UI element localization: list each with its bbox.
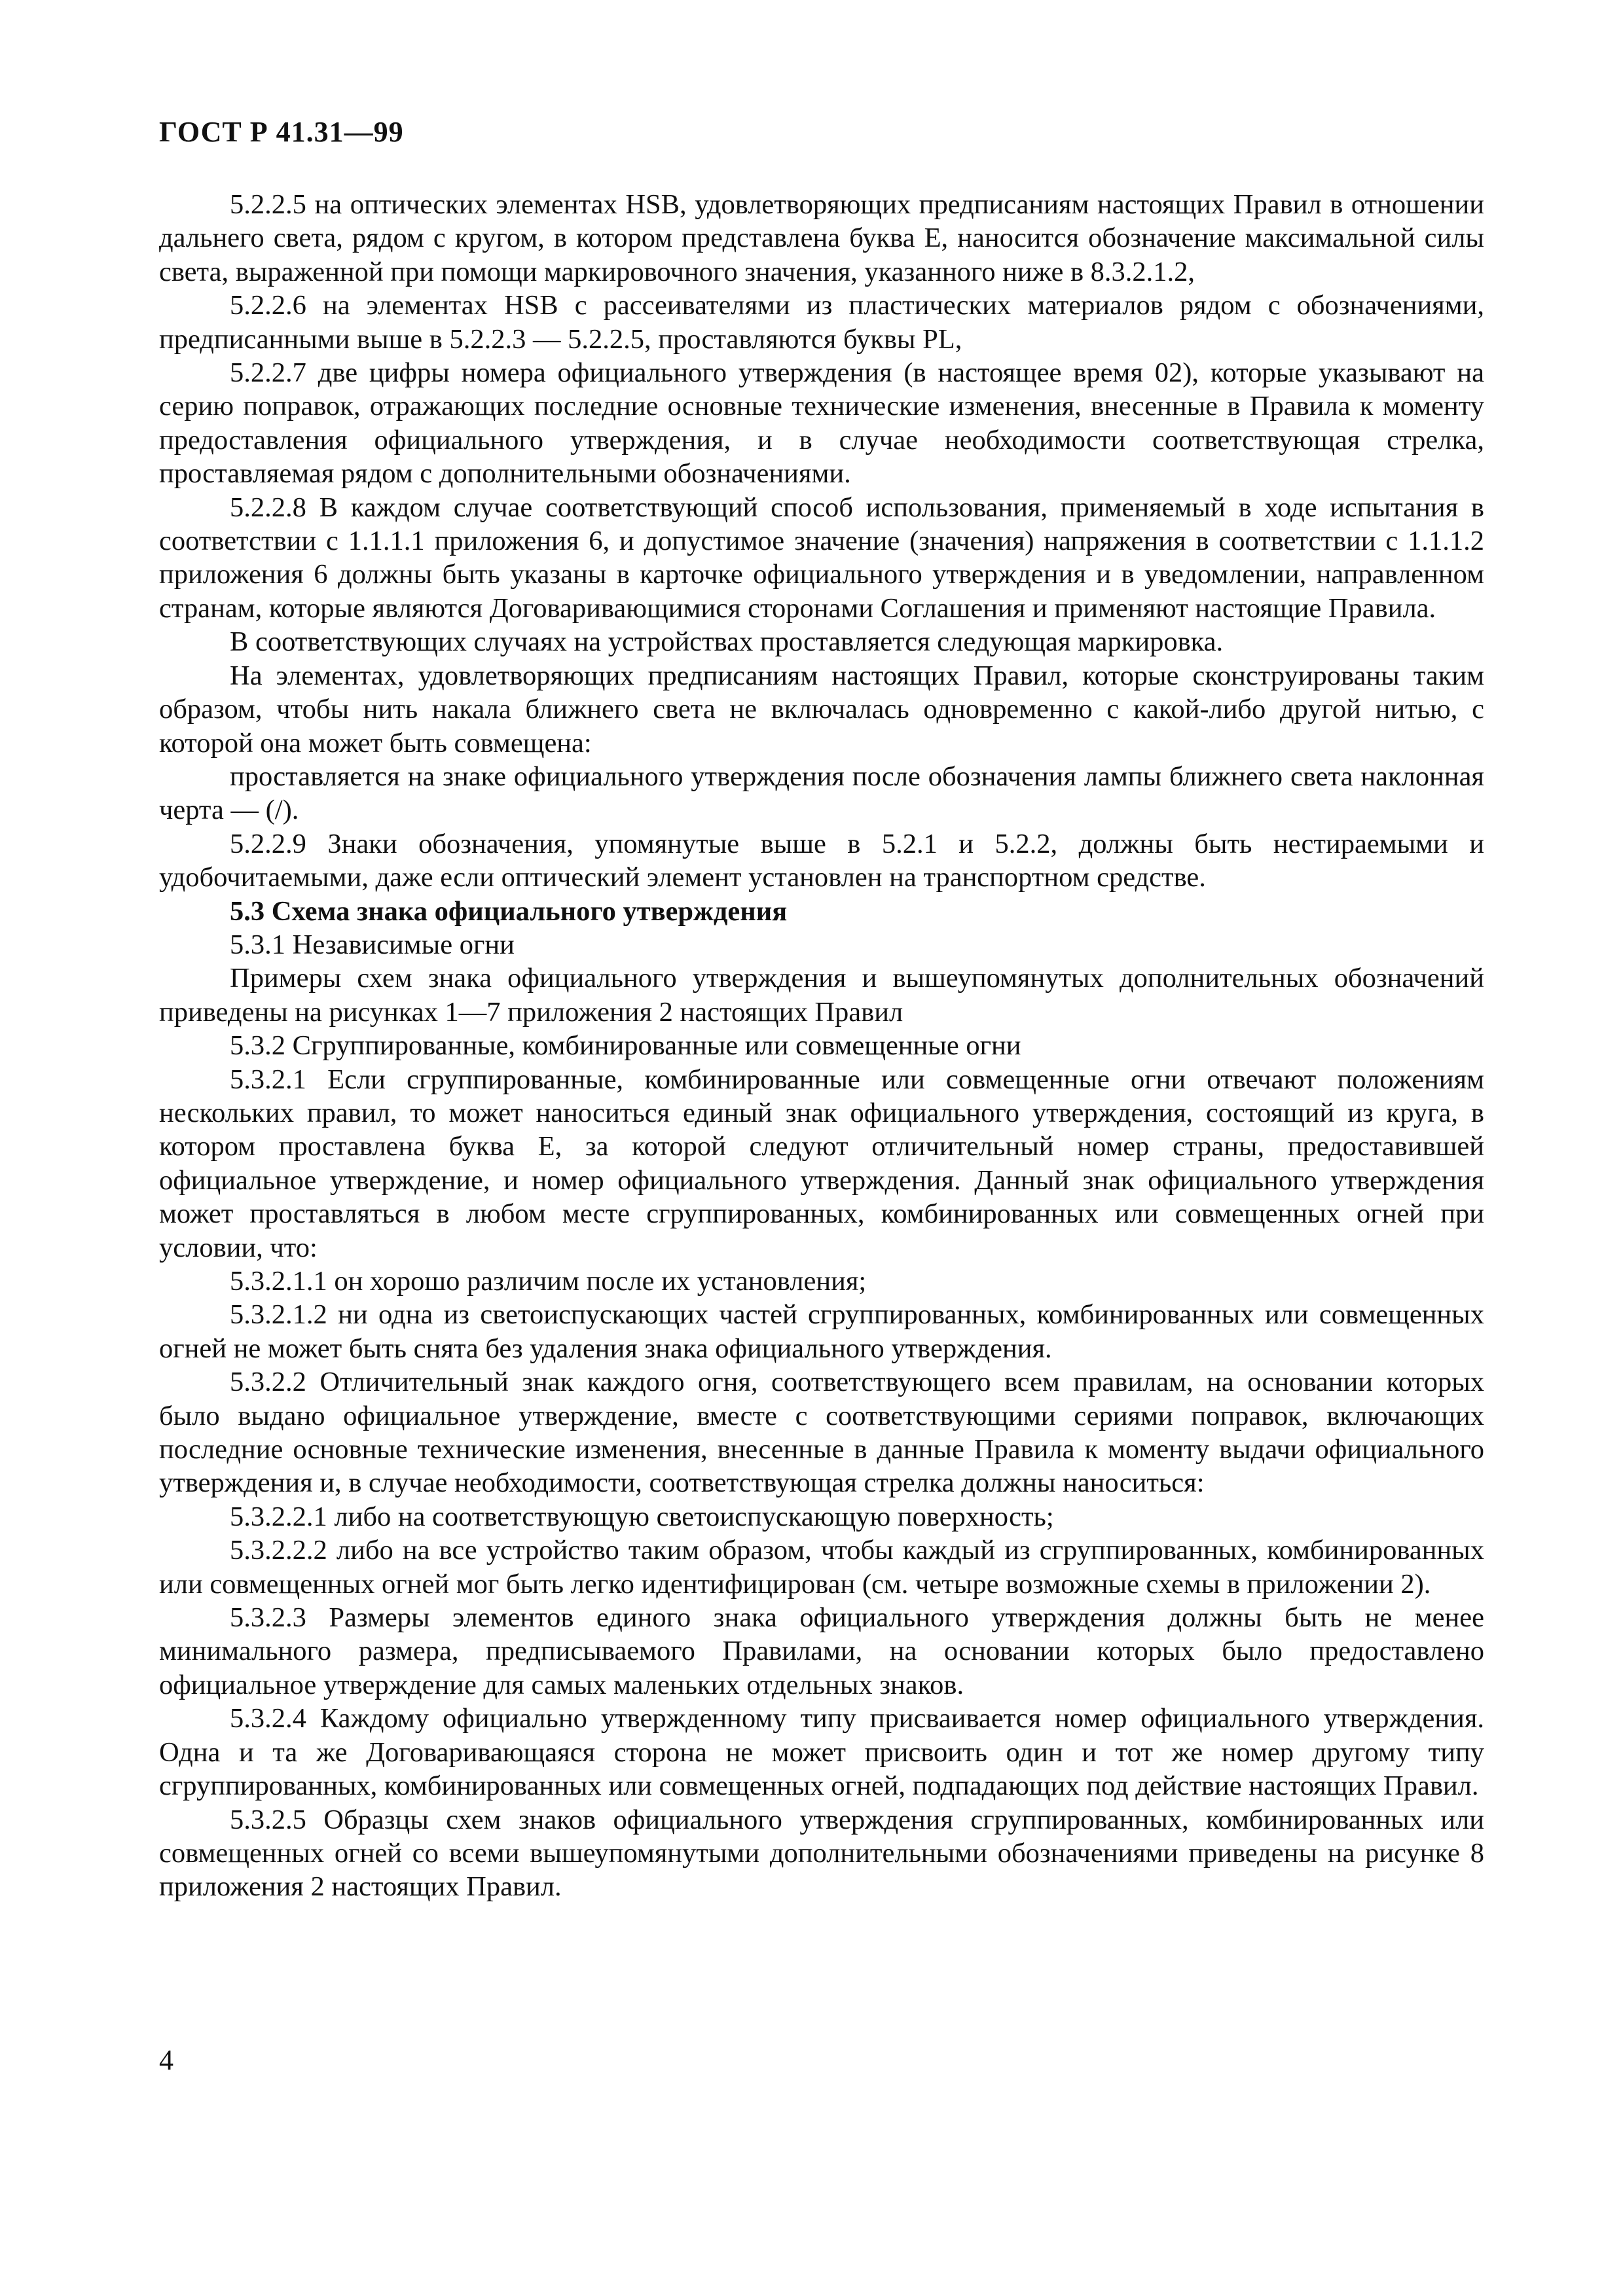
paragraph-elements-condition: На элементах, удовлетворяющих предписаниям настоящих Правил, которые сконструированы таким образом, чтобы нить накала ближнего света не включалась одновременно с какой-либо другой нитью, с которой она может быть совмещена:	[159, 660, 1484, 759]
paragraph-5-3-2-2-1: 5.3.2.2.1 либо на соответствующую светоиспускающую поверхность;	[230, 1501, 1054, 1532]
section-heading-5-3: 5.3 Схема знака официального утверждения	[230, 895, 788, 927]
paragraph-marking-intro: В соответствующих случаях на устройствах проставляется следующая маркировка.	[230, 626, 1224, 658]
paragraph-5-2-2-9: 5.2.2.9 Знаки обозначения, упомянутые выше в 5.2.1 и 5.2.2, должны быть нестираемыми и удобочитаемыми, даже если оптический элемент установлен на транспортном средстве.	[159, 828, 1484, 893]
paragraph-5-3-2-3: 5.3.2.3 Размеры элементов единого знака официального утверждения должны быть не менее минимального размера, предписываемого Правилами, на основании которых было предоставлено официальное утверждение для самых маленьких отдельных знаков.	[159, 1602, 1484, 1700]
paragraph-5-3-2-5: 5.3.2.5 Образцы схем знаков официального утверждения сгруппированных, комбинированных или совмещенных огней со всеми вышеупомянутыми дополнительными обозначениями приведены на рисунке 8 приложения 2 настоящих Правил.	[159, 1804, 1484, 1903]
document-body	[159, 188, 1484, 1904]
paragraph-5-3-2-1-2: 5.3.2.1.2 ни одна из светоиспускающих частей сгруппированных, комбинированных или совмещенных огней не может быть снята без удаления знака официального утверждения.	[159, 1299, 1484, 1364]
page-number: 4	[159, 2044, 173, 2076]
paragraph-5-3-2-2-2: 5.3.2.2.2 либо на все устройство таким образом, чтобы каждый из сгруппированных, комбинированных или совмещенных огней мог быть легко идентифицирован (см. четыре возможные схемы в приложении 2).	[159, 1535, 1484, 1600]
document-header: ГОСТ Р 41.31—99	[159, 116, 404, 148]
paragraph-5-3-2-4: 5.3.2.4 Каждому официально утвержденному типу присваивается номер официального утверждения. Одна и та же Договаривающаяся сторона не может присвоить один и тот же номер другому типу сгруппированных, комбинированных или совмещенных огней, подпадающих под действие настоящих Правил.	[159, 1703, 1484, 1802]
paragraph-slash-marking: проставляется на знаке официального утверждения после обозначения лампы ближнего света наклонная черта — (/).	[159, 761, 1484, 826]
paragraph-5-3-2-2: 5.3.2.2 Отличительный знак каждого огня, соответствующего всем правилам, на основании которых было выдано официальное утверждение, вместе с соответствующими сериями поправок, включающих последние основные технические изменения, внесенные в данные Правила к моменту выдачи официального утверждения и, в случае необходимости, соответствующая стрелка должны наноситься:	[159, 1367, 1484, 1499]
paragraph-5-3-2-1-1: 5.3.2.1.1 он хорошо различим после их установления;	[230, 1266, 867, 1297]
paragraph-5-3-2-1: 5.3.2.1 Если сгруппированные, комбинированные или совмещенные огни отвечают положениям нескольких правил, то может наноситься единый знак официального утверждения, состоящий из круга, в котором проставлена буква Е, за которой следуют отличительный номер страны, предоставившей официальное утверждение, и номер официального утверждения. Данный знак официального утверждения может проставляться в любом месте сгруппированных, комбинированных или совмещенных огней при условии, что:	[159, 1064, 1484, 1263]
paragraph-5-2-2-8: 5.2.2.8 В каждом случае соответствующий способ использования, применяемый в ходе испытания в соответствии с 1.1.1.1 приложения 6, и допустимое значение (значения) напряжения в соответствии с 1.1.1.2 приложения 6 должны быть указаны в карточке официального утверждения и в уведомлении, направленном странам, которые являются Договаривающимися сторонами Соглашения и применяют настоящие Правила.	[159, 492, 1484, 624]
paragraph-5-2-2-7: 5.2.2.7 две цифры номера официального утверждения (в настоящее время 02), которые указывают на серию поправок, отражающих последние основные технические изменения, внесенные в Правила к моменту предоставления официального утверждения, и в случае необходимости соответствующая стрелка, проставляемая рядом с дополнительными обозначениями.	[159, 357, 1484, 490]
paragraph-5-2-2-6: 5.2.2.6 на элементах HSB с рассеивателями из пластических материалов рядом с обозначениями, предписанными выше в 5.2.2.3 — 5.2.2.5, проставляются буквы PL,	[159, 290, 1484, 355]
paragraph-5-3-1: 5.3.1 Независимые огни	[230, 929, 515, 960]
paragraph-5-2-2-5: 5.2.2.5 на оптических элементах HSB, удовлетворяющих предписаниям настоящих Правил в отношении дальнего света, рядом с кругом, в котором представлена буква Е, наносится обозначение максимальной силы света, выраженной при помощи маркировочного значения, указанного ниже в 8.3.2.1.2,	[159, 189, 1484, 287]
paragraph-5-3-2: 5.3.2 Сгруппированные, комбинированные или совмещенные огни	[230, 1030, 1021, 1062]
paragraph-independent-lamps-examples: Примеры схем знака официального утверждения и вышеупомянутых дополнительных обозначений приведены на рисунках 1—7 приложения 2 настоящих Правил	[159, 963, 1484, 1028]
